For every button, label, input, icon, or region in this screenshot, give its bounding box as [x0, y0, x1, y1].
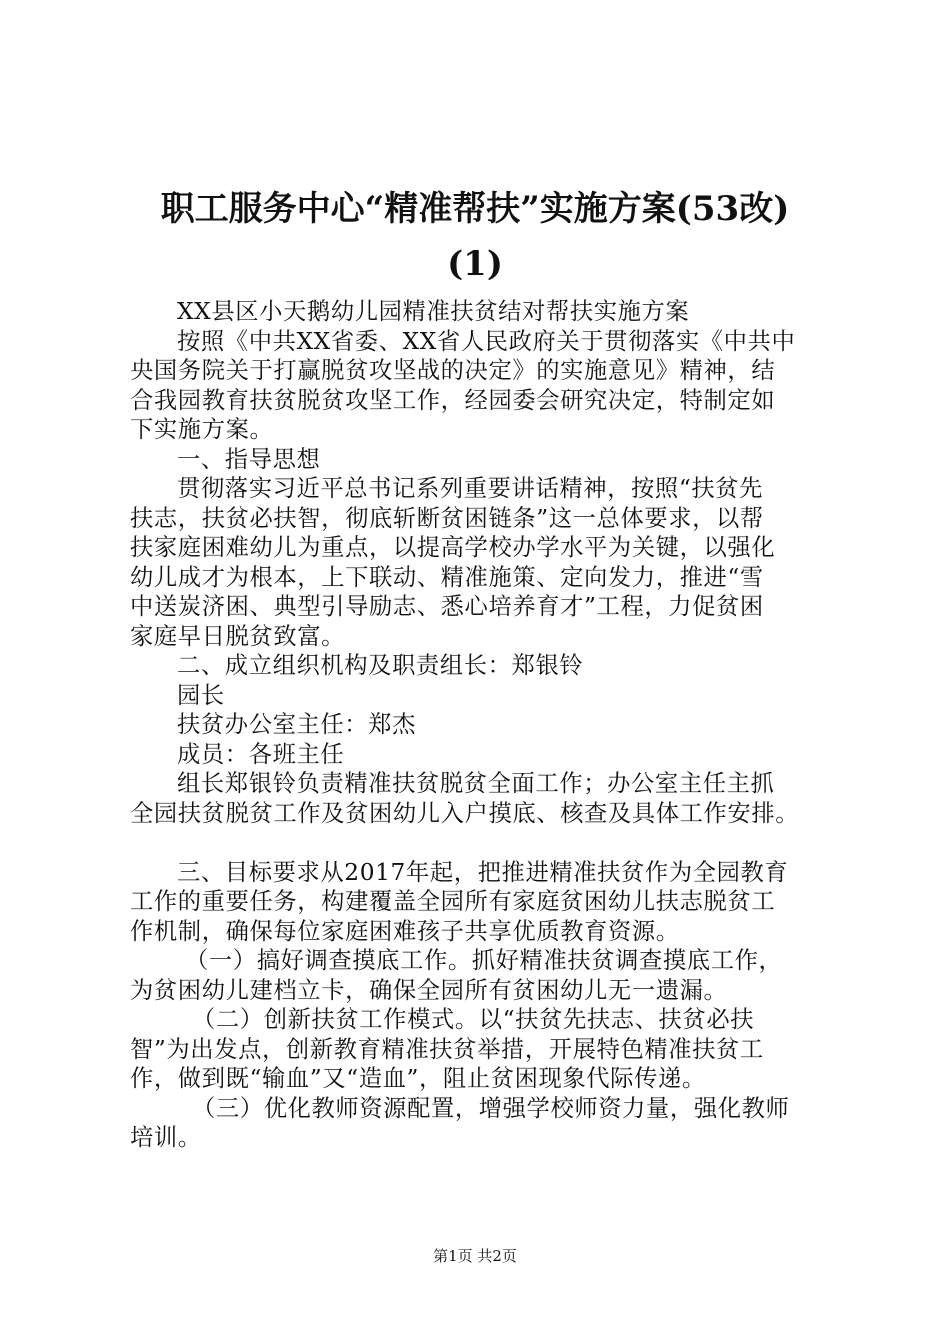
paragraph-line: 作，做到既“输血”又“造血”，阻止贫困现象代际传递。 — [130, 1065, 706, 1092]
subtitle-line: XX县区小天鹅幼儿园精准扶贫结对帮扶实施方案 — [177, 298, 690, 325]
paragraph-line: （二）创新扶贫工作模式。以“扶贫先扶志、扶贫必扶 — [192, 1006, 755, 1033]
paragraph-line: 扶贫办公室主任：郑杰 — [177, 711, 416, 738]
document-body — [130, 297, 842, 1153]
paragraph-line: 央国务院关于打赢脱贫攻坚战的决定》的实施意见》精神，结 — [130, 357, 776, 384]
paragraph-line: 智”为出发点，创新教育精准扶贫举措，开展特色精准扶贫工 — [130, 1035, 764, 1063]
paragraph-line: 合我园教育扶贫脱贫攻坚工作，经园委会研究决定，特制定如 — [130, 386, 776, 414]
paragraph-line: 组长郑银铃负责精准扶贫脱贫全面工作；办公室主任主抓 — [177, 770, 775, 797]
paragraph-line: 全园扶贫脱贫工作及贫困幼儿入户摸底、核查及具体工作安排。 — [130, 799, 800, 827]
paragraph-line: 为贫困幼儿建档立卡，确保全园所有贫困幼儿无一遗漏。 — [130, 976, 728, 1004]
section-heading: 二、成立组织机构及职责组长：郑银铃 — [177, 652, 584, 679]
page-footer: 第1页 共2页 — [433, 1247, 517, 1265]
paragraph-line: 中送炭济困、典型引导励志、悉心培养育才”工程，力促贫困 — [130, 593, 764, 620]
document-title-line-2: (1) — [447, 244, 503, 284]
paragraph-line: （三）优化教师资源配置，增强学校师资力量，强化教师 — [192, 1094, 790, 1122]
paragraph-line: 扶家庭困难幼儿为重点，以提高学校办学水平为关键，以强化 — [130, 534, 776, 561]
paragraph-line: 工作的重要任务，构建覆盖全园所有家庭贫困幼儿扶志脱贫工 — [130, 888, 776, 915]
paragraph-line: 培训。 — [130, 1124, 202, 1151]
paragraph-line: 作机制，确保每位家庭困难孩子共享优质教育资源。 — [130, 917, 680, 945]
paragraph-line: 贯彻落实习近平总书记系列重要讲话精神，按照“扶贫先 — [177, 475, 764, 502]
blank-line — [130, 828, 842, 858]
paragraph-line: 幼儿成才为根本，上下联动、精准施策、定向发力，推进“雪 — [130, 563, 764, 591]
document-title-line-1: 职工服务中心“精准帮扶”实施方案(53改) — [160, 189, 790, 229]
paragraph-line: 下实施方案。 — [130, 416, 274, 443]
paragraph-line: 按照《中共XX省委、XX省人民政府关于贯彻落实《中共中 — [177, 327, 796, 355]
paragraph-line: 园长 — [177, 681, 225, 709]
paragraph-line: （一）搞好调查摸底工作。抓好精准扶贫调查摸底工作， — [185, 947, 783, 974]
section-heading: 一、指导思想 — [177, 445, 321, 473]
section-heading: 三、目标要求从2017年起，把推进精准扶贫作为全园教育 — [177, 858, 789, 886]
paragraph-line: 家庭早日脱贫致富。 — [130, 622, 346, 650]
paragraph-line: 成员：各班主任 — [177, 740, 345, 768]
paragraph-line: 扶志，扶贫必扶智，彻底斩断贫困链条”这一总体要求，以帮 — [130, 504, 764, 532]
